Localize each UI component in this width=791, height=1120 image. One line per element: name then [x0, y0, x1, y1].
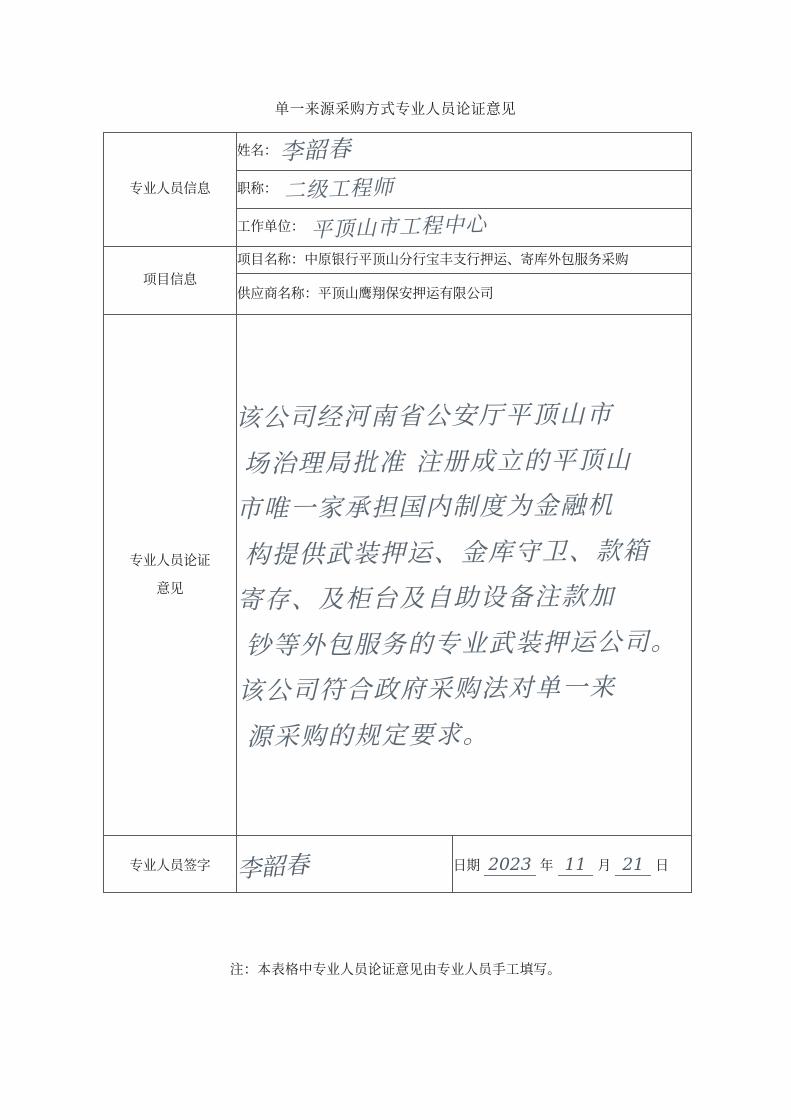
opinion-line: 钞等外包服务的专业武装押运公司。 [245, 626, 678, 661]
date-day-unit: 日 [655, 857, 669, 874]
staff-title-value: 二级工程师 [283, 175, 394, 204]
signature-value: 李韶春 [236, 850, 311, 884]
staff-name-label: 姓名： [237, 143, 278, 160]
opinion-line: 构提供武装押运、金库守卫、款箱 [244, 535, 650, 570]
form-footnote: 注：本表格中专业人员论证意见由专业人员手工填写。 [229, 962, 562, 978]
staff-name-value: 李韶春 [278, 135, 353, 166]
opinion-line: 源采购的规定要求。 [246, 719, 490, 752]
staff-name-cell [237, 133, 692, 171]
project-name-label: 项目名称： [237, 252, 305, 268]
opinion-handwritten-cell [237, 315, 692, 836]
project-name-cell [237, 247, 692, 274]
page-title: 单一来源采购方式专业人员论证意见 [274, 102, 517, 118]
opinion-line: 该公司符合政府采购法对单一来 [238, 672, 617, 706]
date-month-unit: 月 [597, 857, 612, 874]
signature-date-cell [453, 836, 692, 893]
staff-unit-value: 平顶山市工程中心 [310, 212, 487, 243]
opinion-section-label-line1: 专业人员论证 [129, 552, 211, 569]
opinion-line: 该公司经河南省公安厅平顶山市 [235, 399, 614, 433]
signature-value-cell [237, 836, 453, 893]
opinion-section-label-line2: 意见 [156, 581, 184, 598]
date-month-value: 11 [558, 855, 594, 876]
staff-title-label: 职称： [237, 181, 278, 198]
supplier-label: 供应商名称： [237, 286, 318, 303]
table-row [104, 315, 692, 836]
date-year-unit: 年 [539, 857, 554, 874]
opinion-handwritten-text [235, 391, 693, 760]
table-row [104, 836, 692, 893]
signature-label: 专业人员签字 [104, 836, 237, 893]
staff-info-section-label: 专业人员信息 [104, 133, 237, 247]
date-label: 日期 [453, 857, 480, 874]
supplier-value: 平顶山鹰翔保安押运有限公司 [318, 286, 494, 303]
opinion-line: 场治理局批准 注册成立的平顶山 [243, 445, 632, 479]
argumentation-form-table [103, 132, 692, 893]
staff-title-cell [237, 171, 692, 209]
opinion-section-label [104, 315, 237, 836]
opinion-line: 市唯一家承担国内制度为金融机 [236, 490, 615, 524]
supplier-cell [237, 274, 692, 315]
opinion-line: 寄存、及柜台及自助设备注款加 [237, 581, 616, 615]
staff-unit-label: 工作单位： [237, 219, 305, 236]
project-name-value: 中原银行平顶山分行宝丰支行押运、寄库外包服务采购 [304, 252, 629, 268]
date-year-value: 2023 [484, 855, 535, 876]
project-info-section-label: 项目信息 [104, 247, 237, 315]
table-row [104, 133, 692, 171]
table-row [104, 247, 692, 274]
date-day-value: 21 [615, 855, 651, 876]
staff-unit-cell [237, 209, 692, 247]
